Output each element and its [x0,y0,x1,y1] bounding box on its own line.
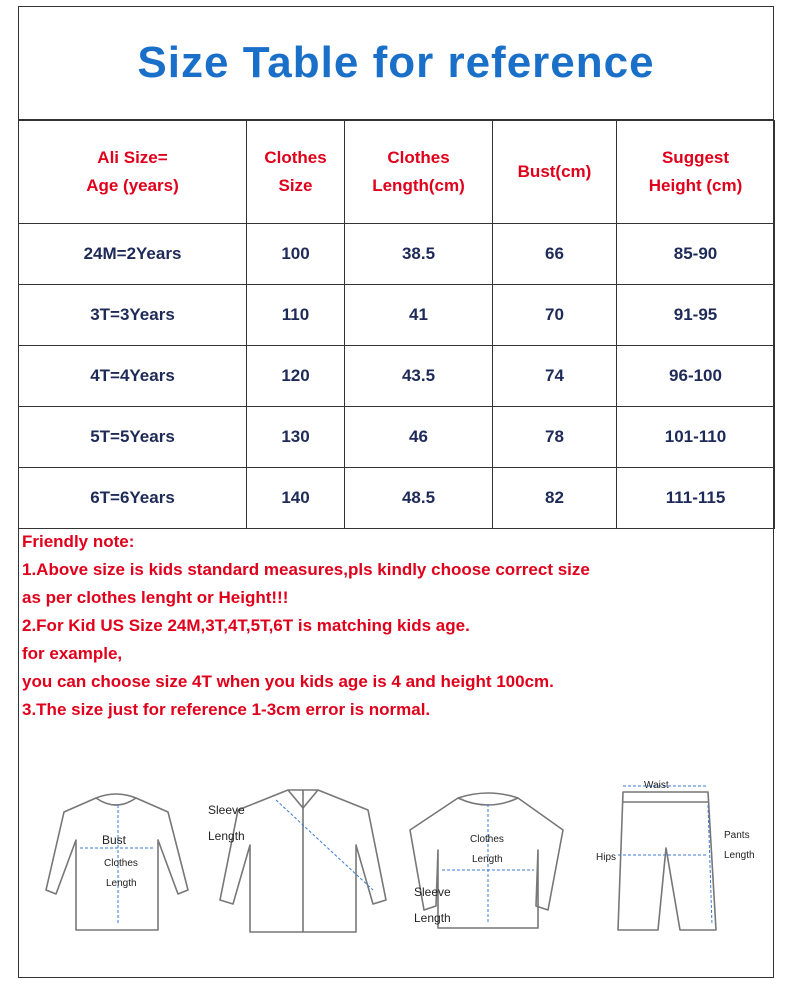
label-sleeve-length: Length [208,829,245,843]
cell-bust: 66 [493,224,617,285]
note-line: you can choose size 4T when you kids age is 4 and height 100cm. [22,672,554,691]
label-sleeve-length-2: Length [414,911,451,925]
cell-age: 3T=3Years [19,285,247,346]
header-line: Clothes [264,148,327,167]
label-clothes: Clothes [104,858,138,869]
label-sleeve-2: Sleeve [414,885,451,899]
note-line: 2.For Kid US Size 24M,3T,4T,5T,6T is matching kids age. [22,616,470,635]
label-pants-length: Length [724,850,755,861]
table-row [19,407,775,468]
cell-size: 140 [247,468,345,529]
note-line: 3.The size just for reference 1-3cm error is normal. [22,700,431,719]
cell-age: 24M=2Years [19,224,247,285]
page-title: Size Table for reference [18,6,774,120]
cell-height: 111-115 [617,468,775,529]
cell-height: 96-100 [617,346,775,407]
note-line: 1.Above size is kids standard measures,pls kindly choose correct size [22,560,590,579]
cell-age: 6T=6Years [19,468,247,529]
table-row [19,468,775,529]
header-line: Age (years) [86,176,179,195]
cell-age: 5T=5Years [19,407,247,468]
note-line: for example, [22,644,123,663]
size-table [18,120,775,529]
cell-length: 38.5 [345,224,493,285]
cell-bust: 82 [493,468,617,529]
note-line: as per clothes lenght or Height!!! [22,588,289,607]
cell-length: 41 [345,285,493,346]
label-length-2: Length [472,854,503,865]
header-line: Bust(cm) [517,162,592,181]
cell-length: 43.5 [345,346,493,407]
cell-size: 120 [247,346,345,407]
friendly-note [22,528,774,724]
header-line: Clothes [387,148,450,167]
cell-height: 85-90 [617,224,775,285]
header-ali-size [19,121,247,224]
table-row [19,285,775,346]
note-heading: Friendly note: [22,532,135,551]
cell-size: 100 [247,224,345,285]
cell-length: 48.5 [345,468,493,529]
cell-size: 130 [247,407,345,468]
label-waist: Waist [644,780,669,791]
table-header-row [19,121,775,224]
header-suggest-height [617,121,775,224]
cell-height: 101-110 [617,407,775,468]
label-hips: Hips [596,852,617,863]
label-sleeve: Sleeve [208,803,245,817]
cell-bust: 74 [493,346,617,407]
header-line: Size [278,176,313,195]
cell-bust: 70 [493,285,617,346]
table-row [19,224,775,285]
label-clothes-2: Clothes [470,834,504,845]
cell-height: 91-95 [617,285,775,346]
label-bust: Bust [102,833,127,847]
header-clothes-size [247,121,345,224]
cell-age: 4T=4Years [19,346,247,407]
pants-outline [618,792,716,930]
header-line: Suggest [661,148,730,167]
cell-length: 46 [345,407,493,468]
header-bust [493,121,617,224]
label-length: Length [106,878,137,889]
header-line: Height (cm) [648,176,743,195]
label-pants: Pants [724,830,750,841]
measurement-diagrams [18,760,774,960]
table-row [19,346,775,407]
raglan-collar [458,798,518,805]
measurement-illustrations [18,760,774,960]
header-line: Length(cm) [372,176,465,195]
cell-bust: 78 [493,407,617,468]
cell-size: 110 [247,285,345,346]
sweater-collar [96,798,136,805]
header-clothes-length [345,121,493,224]
header-line: Ali Size= [97,148,168,167]
